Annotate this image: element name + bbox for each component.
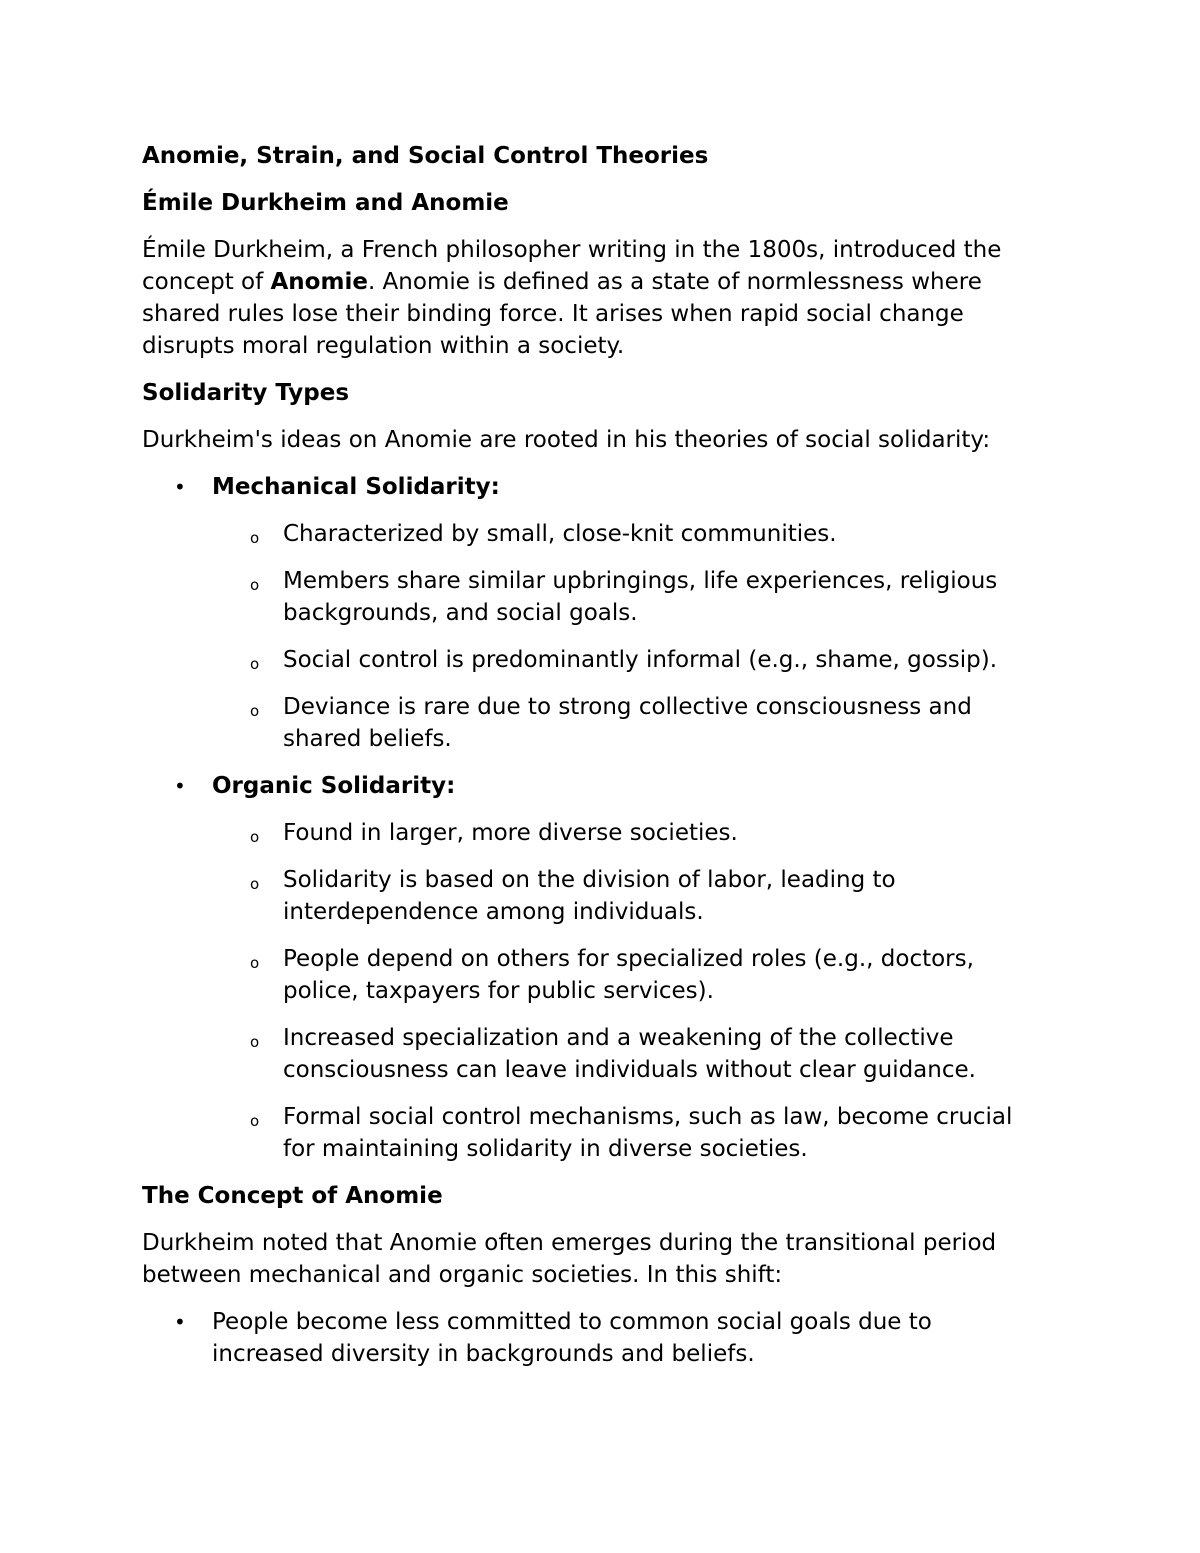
sub-item-text: Social control is predominantly informal (e.g., shame, gossip). (283, 647, 998, 673)
bullet-icon: • (174, 475, 186, 499)
sub-item-text: Members share similar upbringings, life experiences, religious backgrounds, and social goals. (283, 568, 998, 626)
document-title: Anomie, Strain, and Social Control Theories (142, 143, 709, 169)
circle-bullet-icon: o (250, 702, 260, 720)
anomie-shift-list (142, 1306, 1042, 1370)
bullet-icon: • (174, 774, 186, 798)
sub-item-text: Increased specialization and a weakening of the collective consciousness can leave individuals without clear guidance. (283, 1025, 976, 1083)
sub-list-item (212, 565, 1042, 629)
sub-list-item (212, 518, 1042, 550)
sub-list-item (212, 864, 1042, 928)
circle-bullet-icon: o (250, 954, 260, 972)
sub-list-item (212, 943, 1042, 1007)
circle-bullet-icon: o (250, 875, 260, 893)
sub-item-text: People depend on others for specialized roles (e.g., doctors, police, taxpayers for public services). (283, 946, 974, 1004)
sub-item-text: Formal social control mechanisms, such as law, become crucial for maintaining solidarity in diverse societies. (283, 1104, 1013, 1162)
sub-item-text: Characterized by small, close-knit communities. (283, 521, 837, 547)
sub-list-item (212, 817, 1042, 849)
solidarity-list (142, 471, 1042, 1165)
anomie-bold-term: Anomie (270, 269, 368, 295)
paragraph-durkheim-intro (142, 234, 1042, 362)
heading-durkheim-anomie: Émile Durkheim and Anomie (142, 190, 509, 216)
organic-sublist (212, 817, 1042, 1165)
paragraph-text-after: . Anomie is defined as a state of normlessness where shared rules lose their binding force. It arises when rapid social change disrupts moral regulation within a society. (142, 269, 982, 359)
paragraph-anomie-transition: Durkheim noted that Anomie often emerges during the transitional period between mechanical and organic societies. In this shift: (142, 1230, 997, 1288)
sub-item-text: Solidarity is based on the division of labor, leading to interdependence among individuals. (283, 867, 896, 925)
list-item-mechanical (142, 471, 1042, 755)
circle-bullet-icon: o (250, 576, 260, 594)
circle-bullet-icon: o (250, 655, 260, 673)
circle-bullet-icon: o (250, 1033, 260, 1051)
mechanical-solidarity-label: Mechanical Solidarity: (212, 474, 500, 500)
circle-bullet-icon: o (250, 1112, 260, 1130)
heading-concept-of-anomie: The Concept of Anomie (142, 1183, 443, 1209)
sub-list-item (212, 644, 1042, 676)
shift-item-text: People become less committed to common social goals due to increased diversity in backgrounds and beliefs. (212, 1309, 932, 1367)
organic-solidarity-label: Organic Solidarity: (212, 773, 456, 799)
circle-bullet-icon: o (250, 828, 260, 846)
list-item-shift (142, 1306, 1042, 1370)
sub-item-text: Deviance is rare due to strong collective consciousness and shared beliefs. (283, 694, 972, 752)
list-item-organic (142, 770, 1042, 1165)
bullet-icon: • (174, 1310, 186, 1334)
paragraph-solidarity-intro: Durkheim's ideas on Anomie are rooted in his theories of social solidarity: (142, 427, 991, 453)
sub-list-item (212, 1022, 1042, 1086)
document-page (142, 140, 1042, 1385)
paragraph-text-before: Émile Durkheim, a French philosopher writing in the 1800s, introduced the concept of (142, 237, 1002, 295)
mechanical-sublist (212, 518, 1042, 755)
sub-list-item (212, 691, 1042, 755)
sub-list-item (212, 1101, 1042, 1165)
heading-solidarity-types: Solidarity Types (142, 380, 350, 406)
circle-bullet-icon: o (250, 529, 260, 547)
sub-item-text: Found in larger, more diverse societies. (283, 820, 738, 846)
